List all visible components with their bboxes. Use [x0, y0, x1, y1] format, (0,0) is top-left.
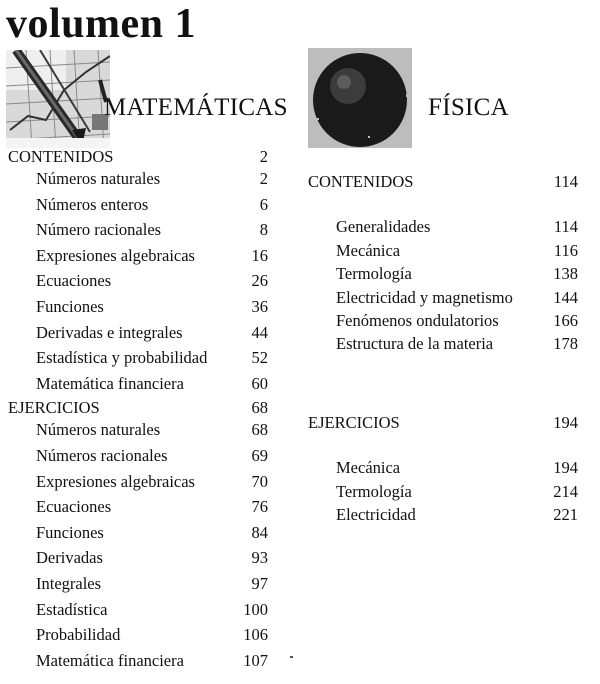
- toc-entry-page: 178: [553, 334, 578, 354]
- math-toc-entry[interactable]: [0, 571, 300, 597]
- toc-entry-label: Fenómenos ondulatorios: [336, 310, 499, 330]
- physics-toc-entry[interactable]: [308, 286, 600, 309]
- toc-entry-label: Probabilidad: [36, 625, 121, 645]
- toc-entry-label: Estructura de la materia: [336, 334, 494, 354]
- math-toc-entry[interactable]: [0, 443, 300, 469]
- physics-toc-entry[interactable]: [308, 239, 600, 262]
- physics-section-title: FÍSICA: [428, 94, 509, 121]
- math-toc-heading-contenidos[interactable]: [0, 145, 300, 166]
- toc-entry-page: 44: [251, 322, 268, 342]
- toc-entry-page: 70: [251, 471, 268, 491]
- toc-entry-label: Números naturales: [36, 169, 161, 188]
- sphere-illustration: [308, 48, 412, 148]
- toc-entry-page: 116: [553, 240, 578, 260]
- toc-entry-page: 68: [251, 398, 268, 418]
- toc-entry-label: Mecánica: [336, 458, 401, 478]
- toc-entry-page: 166: [553, 310, 578, 330]
- math-toc-entry[interactable]: [0, 545, 300, 571]
- toc-entry-page: 84: [251, 522, 268, 542]
- toc-entry-label: Electricidad y magnetismo: [336, 287, 513, 307]
- toc-entry-page: 6: [259, 194, 268, 214]
- toc-entry-page: 106: [243, 625, 268, 645]
- toc-entry-label: Números enteros: [36, 194, 149, 214]
- toc-entry-page: 138: [553, 264, 578, 284]
- toc-entry-page: 194: [553, 412, 578, 432]
- physics-toc-entry[interactable]: [308, 503, 600, 526]
- physics-toc-entry[interactable]: [308, 480, 600, 503]
- toc-entry-page: 52: [251, 348, 268, 368]
- toc-entry-label: Derivadas e integrales: [36, 322, 183, 342]
- toc-entry-label: Número racionales: [36, 220, 162, 240]
- math-toc-entry[interactable]: [0, 166, 300, 192]
- math-toc-entry[interactable]: [0, 648, 300, 674]
- physics-toc-heading-contenidos[interactable]: [308, 170, 600, 193]
- toc-entry-page: 93: [251, 548, 268, 568]
- math-toc-entry[interactable]: [0, 268, 300, 294]
- toc-entry-page: 97: [251, 573, 268, 593]
- toc-entry-page: 114: [553, 217, 578, 237]
- math-toc-entry[interactable]: [0, 320, 300, 346]
- toc-entry-label: Termología: [336, 264, 412, 284]
- physics-toc-entry[interactable]: [308, 456, 600, 479]
- toc-entry-label: EJERCICIOS: [8, 398, 100, 418]
- toc-entry-page: 68: [251, 420, 268, 440]
- toc-entry-label: Matemática financiera: [36, 650, 184, 670]
- toc-entry-label: Funciones: [36, 296, 104, 316]
- toc-entry-page: 107: [243, 650, 268, 670]
- math-toc-heading-ejercicios[interactable]: [0, 396, 300, 417]
- toc-entry-label: CONTENIDOS: [8, 147, 114, 166]
- math-toc-entry[interactable]: [0, 294, 300, 320]
- toc-entry-page: 26: [251, 271, 268, 291]
- math-section-title: MATEMÁTICAS: [104, 94, 288, 121]
- physics-toc-entry[interactable]: [308, 215, 600, 238]
- toc-entry-label: Derivadas: [36, 548, 103, 568]
- toc-entry-page: 214: [553, 481, 578, 501]
- math-toc-entry[interactable]: [0, 494, 300, 520]
- math-toc-entry[interactable]: [0, 520, 300, 546]
- toc-entry-label: Ecuaciones: [36, 271, 112, 291]
- toc-entry-label: Expresiones algebraicas: [36, 471, 195, 491]
- toc-entry-label: EJERCICIOS: [308, 412, 400, 432]
- toc-entry-label: Matemática financiera: [36, 373, 184, 393]
- toc-entry-page: 114: [553, 172, 578, 191]
- toc-entry-page: 2: [259, 147, 268, 166]
- physics-toc-entry[interactable]: [308, 309, 600, 332]
- toc-entry-page: 60: [251, 373, 268, 393]
- toc-entry-page: 8: [259, 220, 268, 240]
- toc-entry-label: CONTENIDOS: [308, 172, 414, 191]
- toc-entry-page: 16: [251, 245, 268, 265]
- physics-toc-entry[interactable]: [308, 332, 600, 355]
- toc-entry-label: Funciones: [36, 522, 104, 542]
- math-toc-list: [0, 145, 300, 673]
- toc-entry-page: 76: [251, 497, 268, 517]
- toc-entry-page: 221: [553, 504, 578, 524]
- toc-entry-label: Números naturales: [36, 420, 161, 440]
- toc-entry-page: 144: [553, 287, 578, 307]
- toc-entry-page: 194: [553, 458, 578, 478]
- toc-entry-label: Estadística y probabilidad: [36, 348, 208, 368]
- math-toc-entry[interactable]: [0, 469, 300, 495]
- toc-entry-page: 36: [251, 296, 268, 316]
- physics-toc-heading-ejercicios[interactable]: [308, 411, 600, 434]
- math-toc-entry[interactable]: [0, 192, 300, 218]
- toc-entry-page: 69: [251, 445, 268, 465]
- toc-entry-label: Números racionales: [36, 445, 168, 465]
- toc-entry-page: 100: [243, 599, 268, 619]
- toc-entry-label: Expresiones algebraicas: [36, 245, 195, 265]
- pencil-graph-illustration: [6, 50, 110, 148]
- toc-entry-label: Termología: [336, 481, 412, 501]
- scan-speck: [290, 656, 293, 658]
- math-toc-entry[interactable]: [0, 597, 300, 623]
- math-toc-entry[interactable]: [0, 622, 300, 648]
- physics-toc-list: [308, 170, 600, 526]
- math-toc-entry[interactable]: [0, 345, 300, 371]
- toc-entry-page: 2: [259, 169, 268, 188]
- physics-toc-entry[interactable]: [308, 262, 600, 285]
- toc-entry-label: Ecuaciones: [36, 497, 112, 517]
- math-section-image: [6, 50, 110, 148]
- math-toc-entry[interactable]: [0, 217, 300, 243]
- toc-entry-label: Estadística: [36, 599, 108, 619]
- physics-section-image: [308, 48, 412, 148]
- volume-title: volumen 1: [6, 1, 197, 47]
- toc-entry-label: Mecánica: [336, 240, 401, 260]
- toc-entry-label: Integrales: [36, 573, 102, 593]
- toc-entry-label: Electricidad: [336, 504, 416, 524]
- math-toc-entry[interactable]: [0, 371, 300, 397]
- math-toc-entry[interactable]: [0, 243, 300, 269]
- toc-entry-label: Generalidades: [336, 217, 431, 237]
- math-toc-entry[interactable]: [0, 417, 300, 443]
